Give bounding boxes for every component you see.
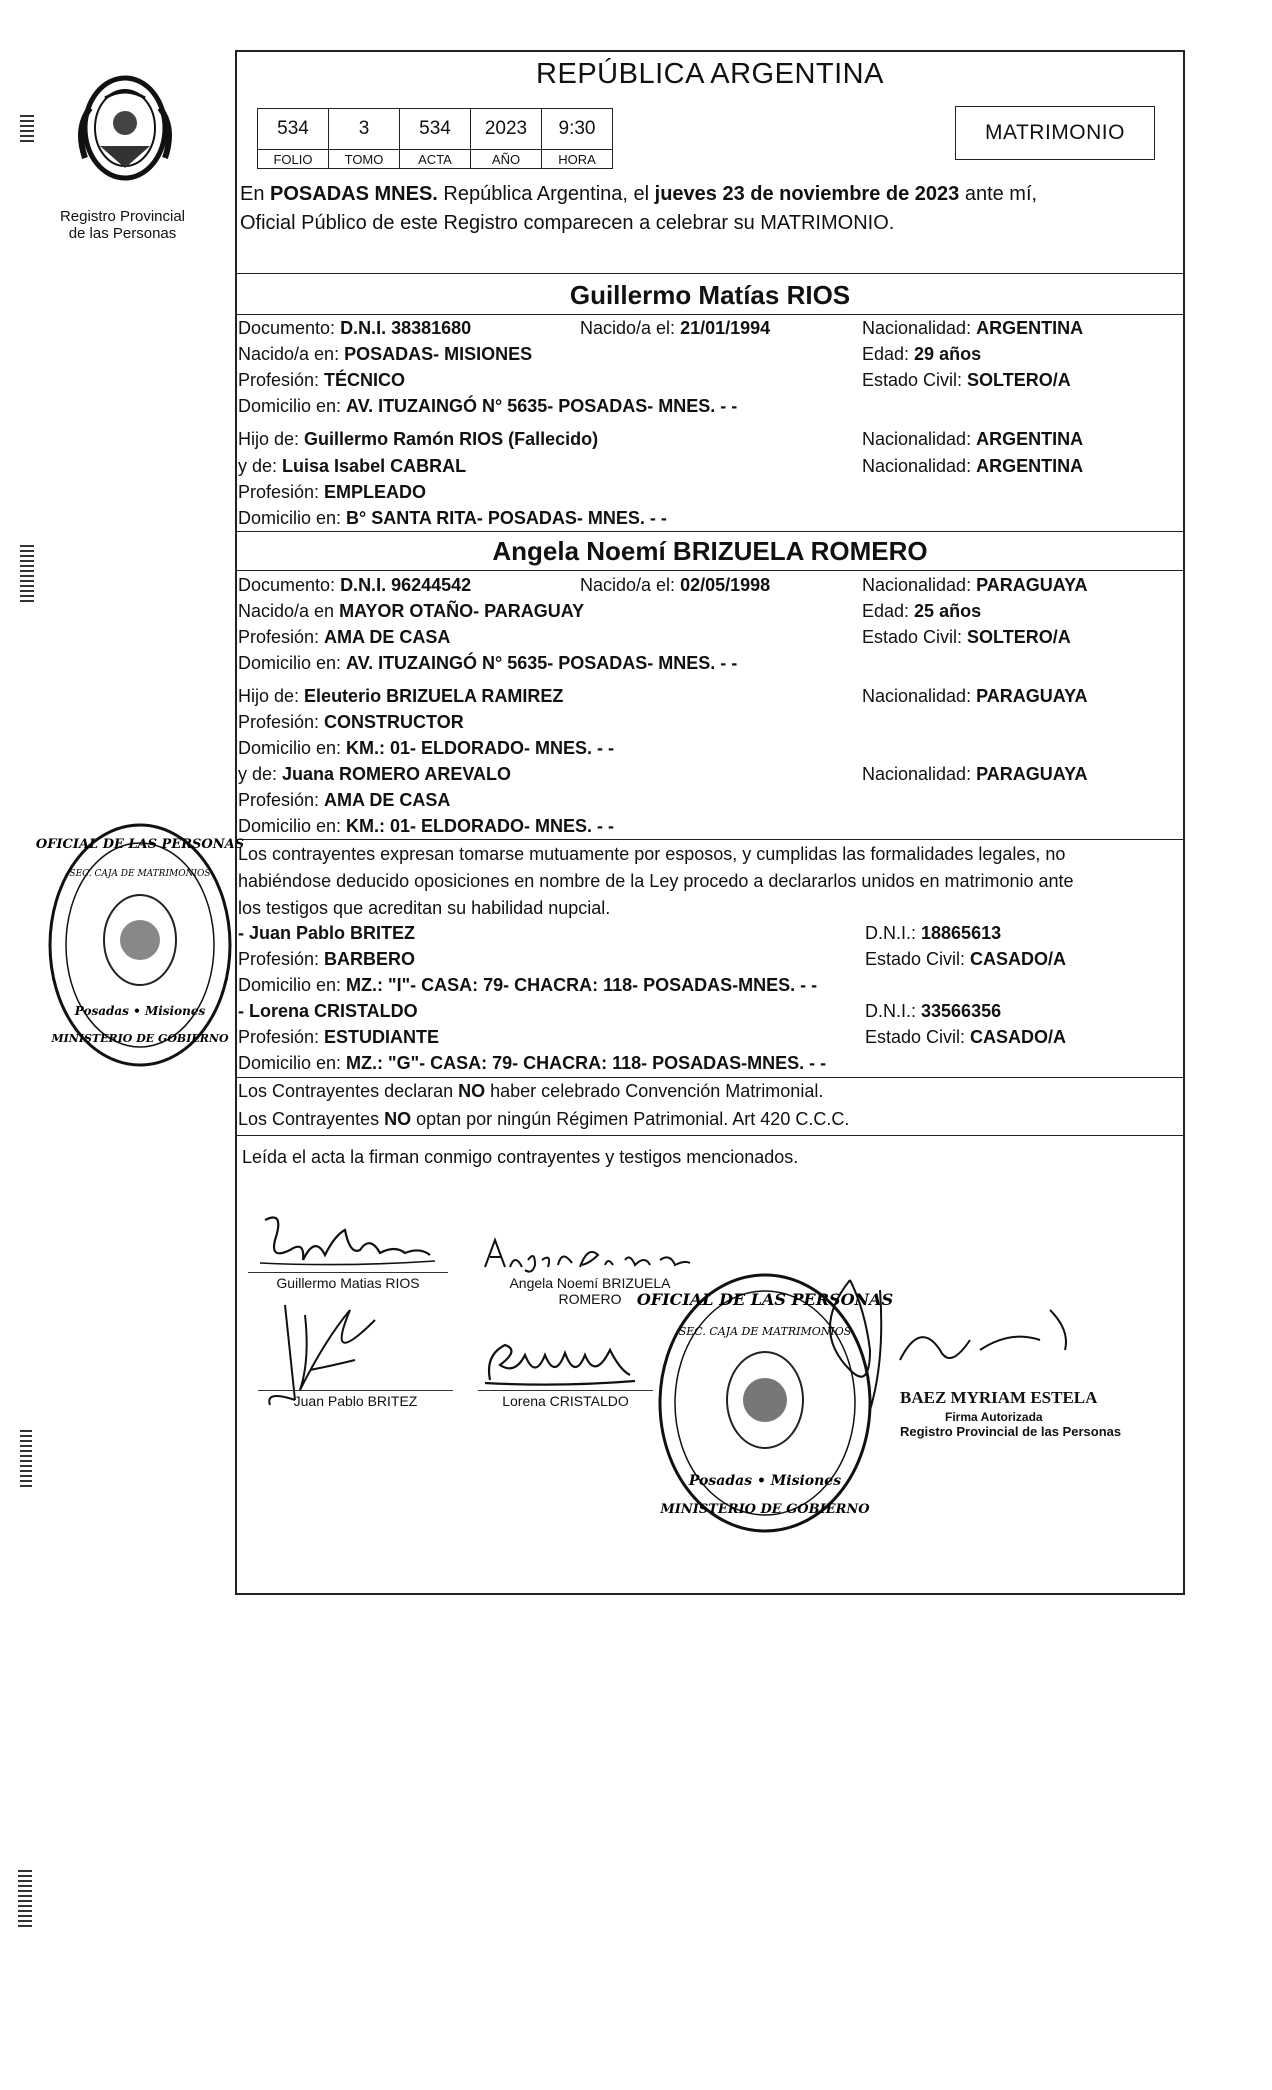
witness1-dni: D.N.I.: 18865613 xyxy=(865,923,1002,943)
intro-line-1: En POSADAS MNES. República Argentina, el jueves 23 de noviembre de 2023 ante mí, xyxy=(240,183,1038,205)
divider xyxy=(235,570,1185,571)
scan-mark xyxy=(18,1870,32,1930)
spouse2-father-nationality: Nacionalidad: PARAGUAYA xyxy=(862,686,1088,706)
spouse2-name: Angela Noemí BRIZUELA ROMERO xyxy=(492,536,928,566)
spouse1-address: Domicilio en: AV. ITUZAINGÓ N° 5635- POSADAS- MNES. - - xyxy=(238,396,738,416)
folio-value: 534 xyxy=(258,109,329,150)
year-value: 2023 xyxy=(471,109,542,150)
witness1-civil-status: Estado Civil: CASADO/A xyxy=(865,949,1067,969)
official-role: Firma Autorizada xyxy=(945,1410,1043,1424)
spouse1-name: Guillermo Matías RIOS xyxy=(569,280,851,310)
seal-bottom-text: MINISTERIO DE GOBIERNO xyxy=(660,1502,870,1517)
intro-place: POSADAS MNES. xyxy=(270,183,438,205)
spouse2-address: Domicilio en: AV. ITUZAINGÓ N° 5635- POSADAS- MNES. - - xyxy=(238,653,738,673)
spouse2-birthplace: Nacido/a en MAYOR OTAÑO- PARAGUAY xyxy=(238,601,585,621)
official-organization: Registro Provincial de las Personas xyxy=(900,1424,1122,1439)
spouse1-age: Edad: 29 años xyxy=(862,344,982,364)
witness2-signature-caption: Lorena CRISTALDO xyxy=(502,1393,629,1409)
spouse2-mother-address: Domicilio en: KM.: 01- ELDORADO- MNES. - - xyxy=(238,816,615,836)
seal-city: Posadas • Misiones xyxy=(688,1473,842,1489)
witness1-signature-caption: Juan Pablo BRITEZ xyxy=(293,1393,418,1409)
witness2-name: - Lorena CRISTALDO xyxy=(238,1001,418,1021)
registry-caption-line1: Registro Provincial xyxy=(59,208,186,225)
spouse1-parents-profession: Profesión: EMPLEADO xyxy=(238,482,427,502)
tomo-value: 3 xyxy=(329,109,400,150)
bride-signature-caption: Angela Noemí BRIZUELA ROMERO xyxy=(509,1275,671,1307)
spouse2-nationality: Nacionalidad: PARAGUAYA xyxy=(862,575,1088,595)
spouse2-mother-profession: Profesión: AMA DE CASA xyxy=(238,790,451,810)
registry-caption xyxy=(40,208,205,242)
spouse1-profession: Profesión: TÉCNICO xyxy=(238,370,406,390)
witness2-profession: Profesión: ESTUDIANTE xyxy=(238,1027,440,1047)
spouse1-birthdate: Nacido/a el: 21/01/1994 xyxy=(580,318,771,338)
reading-statement: Leída el acta la firman conmigo contrayentes y testigos mencionados. xyxy=(242,1147,799,1167)
divider xyxy=(235,314,1185,315)
side-seal-stamp xyxy=(30,810,245,1080)
spouse1-birthplace: Nacido/a en: POSADAS- MISIONES xyxy=(238,344,533,364)
divider xyxy=(235,1077,1185,1078)
scan-mark xyxy=(20,1430,32,1490)
spouse2-document: Documento: D.N.I. 96244542 xyxy=(238,575,472,595)
witness2-signature xyxy=(480,1335,640,1395)
scan-mark xyxy=(20,115,34,145)
spouse1-father-nationality: Nacionalidad: ARGENTINA xyxy=(862,429,1084,449)
spouse1-mother-nationality: Nacionalidad: ARGENTINA xyxy=(862,456,1084,476)
spouse2-father-profession: Profesión: CONSTRUCTOR xyxy=(238,712,464,732)
signature-line xyxy=(258,1390,453,1391)
seal-inner-text: SEC. CAJA DE MATRIMONIOS xyxy=(678,1325,852,1338)
groom-signature-caption: Guillermo Matias RIOS xyxy=(276,1275,420,1291)
spouse2-civil-status: Estado Civil: SOLTERO/A xyxy=(862,627,1071,647)
hour-value: 9:30 xyxy=(542,109,613,150)
official-name: BAEZ MYRIAM ESTELA xyxy=(900,1388,1098,1407)
acta-label: ACTA xyxy=(400,150,471,169)
signature-line xyxy=(478,1390,653,1391)
spouse1-nationality: Nacionalidad: ARGENTINA xyxy=(862,318,1084,338)
spouse2-mother: y de: Juana ROMERO AREVALO xyxy=(238,764,512,784)
spouse2-profession: Profesión: AMA DE CASA xyxy=(238,627,451,647)
side-seal-inner-text: SEC. CAJA DE MATRIMONIOS xyxy=(69,869,211,879)
folio-label: FOLIO xyxy=(258,150,329,169)
seal-outer-text: OFICIAL DE LAS PERSONAS xyxy=(636,1290,894,1309)
registry-caption-line2: de las Personas xyxy=(68,225,177,242)
hour-label: HORA xyxy=(542,150,613,169)
witness1-profession: Profesión: BARBERO xyxy=(238,949,416,969)
intro-date: jueves 23 de noviembre de 2023 xyxy=(654,183,960,205)
side-seal-bottom-text: MINISTERIO DE GOBIERNO xyxy=(51,1032,229,1045)
tomo-label: TOMO xyxy=(329,150,400,169)
witness2-dni: D.N.I.: 33566356 xyxy=(865,1001,1002,1021)
signature-line xyxy=(248,1272,448,1273)
divider xyxy=(235,839,1185,840)
spouse2-age: Edad: 25 años xyxy=(862,601,982,621)
province-coat-of-arms-logo xyxy=(55,68,195,188)
acta-value: 534 xyxy=(400,109,471,150)
witness1-name: - Juan Pablo BRITEZ xyxy=(238,923,416,943)
convention-line-2: Los Contrayentes NO optan por ningún Régimen Patrimonial. Art 420 C.C.C. xyxy=(238,1109,850,1129)
declaration-text: Los contrayentes expresan tomarse mutuamente por esposos, y cumplidas las formalidades legales, no habiéndose deducido oposiciones en nombre de la Ley procedo a declararlos unidos en matrimonio ante los testigos que acreditan su habilidad nupcial. xyxy=(238,844,1074,918)
spouse1-father: Hijo de: Guillermo Ramón RIOS (Fallecido) xyxy=(238,429,599,449)
divider xyxy=(235,531,1185,532)
witness2-address: Domicilio en: MZ.: "G"- CASA: 79- CHACRA: 118- POSADAS-MNES. - - xyxy=(238,1053,827,1073)
year-label: AÑO xyxy=(471,150,542,169)
act-type-box: MATRIMONIO xyxy=(955,106,1155,160)
divider xyxy=(235,273,1185,274)
side-seal-outer-text: OFICIAL DE LAS PERSONAS xyxy=(35,837,245,852)
convention-line-1: Los Contrayentes declaran NO haber celebrado Convención Matrimonial. xyxy=(238,1081,824,1101)
spouse1-mother: y de: Luisa Isabel CABRAL xyxy=(238,456,467,476)
groom-signature xyxy=(245,1205,445,1275)
spouse2-father: Hijo de: Eleuterio BRIZUELA RAMIREZ xyxy=(238,686,564,706)
scan-mark xyxy=(20,545,34,605)
spouse1-civil-status: Estado Civil: SOLTERO/A xyxy=(862,370,1071,390)
spouse2-mother-nationality: Nacionalidad: PARAGUAYA xyxy=(862,764,1088,784)
country-title: REPÚBLICA ARGENTINA xyxy=(536,58,884,90)
spouse1-parents-address: Domicilio en: B° SANTA RITA- POSADAS- MNES. - - xyxy=(238,508,667,528)
witness2-civil-status: Estado Civil: CASADO/A xyxy=(865,1027,1067,1047)
side-seal-city: Posadas • Misiones xyxy=(74,1004,206,1018)
spouse2-birthdate: Nacido/a el: 02/05/1998 xyxy=(580,575,771,595)
record-reference-table xyxy=(257,108,613,169)
spouse1-document: Documento: D.N.I. 38381680 xyxy=(238,318,472,338)
divider xyxy=(235,1135,1185,1136)
spouse2-father-address: Domicilio en: KM.: 01- ELDORADO- MNES. - - xyxy=(238,738,615,758)
witness1-address: Domicilio en: MZ.: "I"- CASA: 79- CHACRA: 118- POSADAS-MNES. - - xyxy=(238,975,818,995)
intro-line-2: Oficial Público de este Registro comparecen a celebrar su MATRIMONIO. xyxy=(240,212,895,234)
